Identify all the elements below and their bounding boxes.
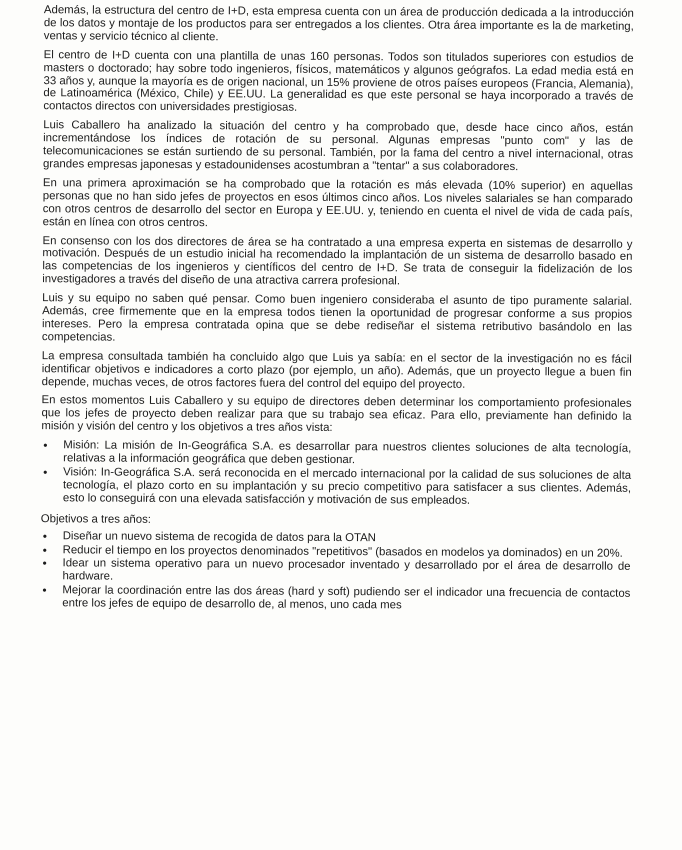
list-item-mission: [41, 439, 631, 468]
paragraph-staff: El centro de I+D cuenta con una plantilla de unas 160 personas. Todos son titulados superiores con estudios de masters o doctorado; hay sobre todo ingenieros, físicos, matemáticos y algunos geógrafos. La edad media está en 33 años y, aunque la mayoría es de origen nacional, un 15% proviene de otros países europeos (Francia, Alemania), de Latinoamérica (México, Chile) y EE.UU. La generalidad es que este personal se haya incorporado a través de contactos directos con universidades prestigiosas.: [43, 48, 634, 115]
paragraph-current-moment: En estos momentos Luis Caballero y su equipo de directores deben determinar los comportamiento profesionales que los jefes de proyecto deben realizar para que su trabajo sea eficaz. Para ello, previamente han definido la misión y visión del centro y los objetivos a tres años vista:: [41, 394, 632, 435]
bullet-icon: •: [43, 438, 48, 453]
objectives-list: [40, 530, 630, 614]
bullet-icon: •: [42, 542, 47, 557]
bullet-icon: •: [42, 528, 47, 543]
paragraph-luis-team: Luis y su equipo no saben qué pensar. Como buen ingeniero consideraba el asunto de tipo puramente salarial. Además, cree firmemente que en la empresa todos tienen la oportunidad de progresar conforme a sus propios intereses. Pero la empresa contratada opina que se debe rediseñar el sistema retributivo basándolo en las competencias.: [41, 292, 633, 344]
list-item-objective: [40, 584, 630, 613]
list-item-objective: [40, 558, 630, 587]
vision-text: Visión: In-Geográfica S.A. será reconocida en el mercado internacional por la calidad de sus soluciones de alta tecnología, el plazo corto en su implantación y su precio competitivo para satisfacer a sus clientes. Además, esto lo conseguirá con una elevada satisfacción y motivación de sus empleados.: [62, 466, 632, 507]
mission-vision-list: [41, 439, 631, 508]
objective-text: Idear un sistema operativo para un nuevo procesador inventado y desarrollado por el área de desarrollo de hardware.: [62, 557, 631, 583]
objective-text: Mejorar la coordinación entre las dos áreas (hard y soft) pudiendo ser el indicador una frecuencia de contactos entre los jefes de equipo de desarrollo de, al menos, uno cada mes: [62, 584, 631, 612]
bullet-icon: •: [42, 583, 47, 598]
objective-text: Diseñar un nuevo sistema de recogida de datos para la OTAN: [62, 529, 376, 544]
paragraph-consultancy: La empresa consultada también ha concluido algo que Luis ya sabía: en el sector de la investigación no es fácil identificar objetivos e indicadores a corto plazo (por ejemplo, un año). Además, que un proyecto llegue a buen fin depende, muchas veces, de otros factores fuera del control del equipo del proyecto.: [41, 349, 632, 391]
objectives-heading: Objetivos a tres años:: [40, 512, 152, 526]
list-item-vision: [41, 466, 631, 508]
paragraph-structure: Además, la estructura del centro de I+D, esta empresa cuenta con un área de producción dedicada a la introducción de los datos y montaje de los productos para ser entregados a los clientes. Otra área importante es la de marketing, ventas y servicio técnico al cliente.: [43, 4, 634, 44]
bullet-icon: •: [42, 556, 47, 571]
paragraph-consensus: En consenso con los dos directores de área se ha contratado a una empresa experta en sistemas de desarrollo y motivación. Después de un estudio inicial ha recomendado la implantación de un sistema de desarrollo basado en las competencias de los ingenieros y científicos del centro de I+D. Se trata de conseguir la fidelización de los investigadores a través del diseño de una atractiva carrera profesional.: [42, 234, 633, 288]
paragraph-rotation: Luis Caballero ha analizado la situación del centro y ha comprobado que, desde hace cinco años, están incrementándose los índices de rotación de su personal. Algunas empresas "punto com" y las de telecomunicaciones se están surtiendo de su personal. También, por la fama del centro a nivel internacional, otras grandes empresas japonesas y estadounidenses acostumbran a "tentar" a sus colaboradores.: [42, 119, 634, 174]
bullet-icon: •: [43, 465, 48, 480]
objective-text: Reducir el tiempo en los proyectos denominados "repetitivos" (basados en modelos ya dominados) en un 20%.: [62, 543, 623, 560]
paragraph-first-approach: En una primera aproximación se ha comprobado que la rotación es más elevada (10% superior) en aquellas personas que no han sido jefes de proyectos en esos últimos cinco años. Los niveles salariales se han comparado con otros centros de desarrollo del sector en Europa y EE.UU. y, teniendo en cuenta el nivel de vida de cada país, están en línea con otros centros.: [42, 177, 633, 229]
mission-text: Misión: La misión de In-Geográfica S.A. es desarrollar para nuestros clientes soluciones de alta tecnología, relativas a la información geográfica que deben gestionar.: [63, 439, 632, 467]
